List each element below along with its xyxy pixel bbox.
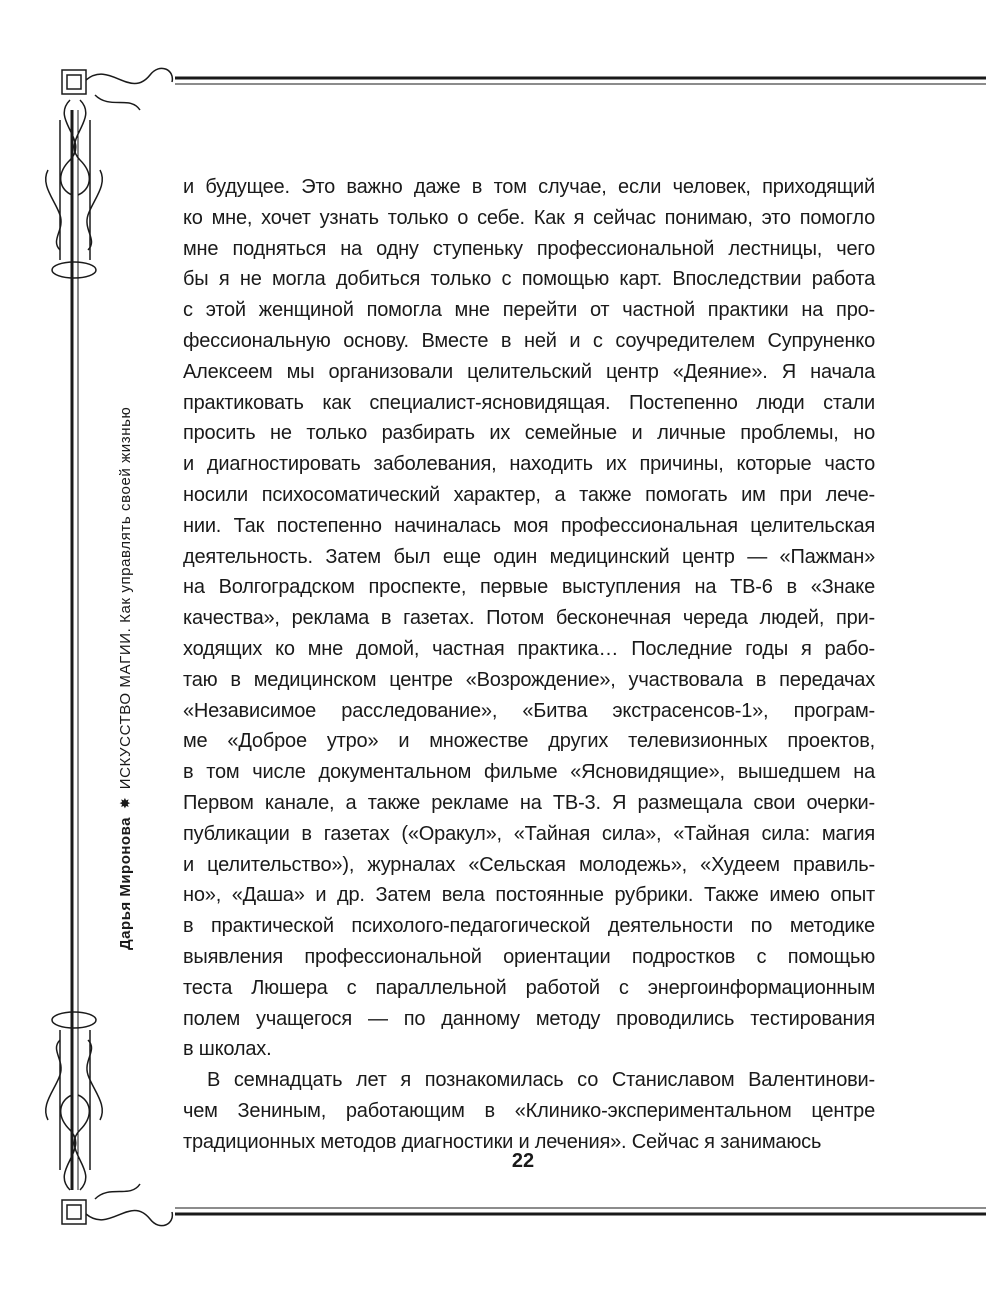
text-line: выявления профессиональной ориентации подростков с помощью	[183, 945, 875, 968]
text-line: и целительство»), журналах «Сельская молодежь», «Худеем правиль-	[183, 853, 875, 876]
text-line: В семнадцать лет я познакомилась со Станиславом Валентинови-	[207, 1069, 875, 1092]
corner-ornament-bottom	[46, 1012, 173, 1226]
text-line: качества», реклама в газетах. Потом бесконечная череда людей, при-	[183, 607, 875, 630]
text-line: теста Люшера с параллельной работой с энергоинформационным	[183, 976, 875, 999]
body-text	[183, 172, 875, 1158]
text-line: в практической психолого-педагогической деятельности по методике	[183, 915, 875, 938]
text-line: в школах.	[183, 1038, 272, 1061]
text-line: фессиональную основу. Вместе в ней и с соучредителем Супруненко	[183, 329, 875, 352]
text-line: ко мне, хочет узнать только о себе. Как я сейчас понимаю, это помогло	[183, 206, 875, 229]
text-line: чем Зениным, работающим в «Клинико-экспериментальном центре	[183, 1099, 875, 1122]
text-line: в том числе документальном фильме «Ясновидящие», вышедшем на	[183, 761, 875, 784]
text-line: ме «Доброе утро» и множестве других телевизионных проектов,	[183, 730, 875, 753]
text-line: просить не только разбирать их семейные и личные проблемы, но	[183, 422, 875, 445]
text-line: ходящих ко мне домой, частная практика… Последние годы я рабо-	[183, 637, 875, 660]
text-line: но», «Даша» и др. Затем вела постоянные рубрики. Также имею опыт	[183, 884, 875, 907]
text-line: бы я не могла добиться только с помощью карт. Впоследствии работа	[183, 268, 875, 291]
text-line: нии. Так постепенно начиналась моя профессиональная целительская	[183, 514, 875, 537]
corner-ornament-top	[46, 68, 173, 278]
text-line: носили психосоматический характер, а также помогать им при лече-	[183, 483, 875, 506]
text-line: Первом канале, а также рекламе на ТВ-3. Я размещала свои очерки-	[183, 791, 875, 814]
text-line: полем учащегося — по данному методу проводились тестирования	[183, 1007, 875, 1030]
running-head	[115, 407, 136, 950]
text-line: на Волгоградском проспекте, первые выступления на ТВ-6 в «Знаке	[183, 576, 875, 599]
text-line: и будущее. Это важно даже в том случае, если человек, приходящий	[183, 176, 875, 198]
text-line: таю в медицинском центре «Возрождение», участвовала в передачах	[183, 668, 875, 691]
text-line: публикации в газетах («Оракул», «Тайная сила», «Тайная сила: магия	[183, 822, 875, 845]
page-number: 22	[511, 1150, 535, 1172]
text-line: и диагностировать заболевания, находить их причины, которые часто	[183, 453, 875, 476]
running-head-title: ИСКУССТВО МАГИИ. Как управлять своей жизнью	[117, 406, 134, 790]
text-line: практиковать как специалист-ясновидящая. Постепенно люди стали	[183, 391, 875, 414]
text-line: деятельность. Затем был еще один медицинский центр — «Пажман»	[183, 545, 875, 568]
text-line: с этой женщиной помогла мне перейти от частной практики на про-	[183, 299, 875, 322]
ornament-star-icon: ✸	[117, 797, 133, 810]
text-line: Алексеем мы организовали целительский центр «Деяние». Я начала	[183, 360, 875, 383]
text-line: традиционных методов диагностики и лечения». Сейчас я занимаюсь	[183, 1130, 822, 1153]
running-head-author: Дарья Миронова	[117, 817, 134, 950]
text-line: «Независимое расследование», «Битва экстрасенсов-1», програм-	[183, 699, 875, 722]
text-line: мне подняться на одну ступеньку профессиональной лестницы, чего	[183, 237, 875, 260]
